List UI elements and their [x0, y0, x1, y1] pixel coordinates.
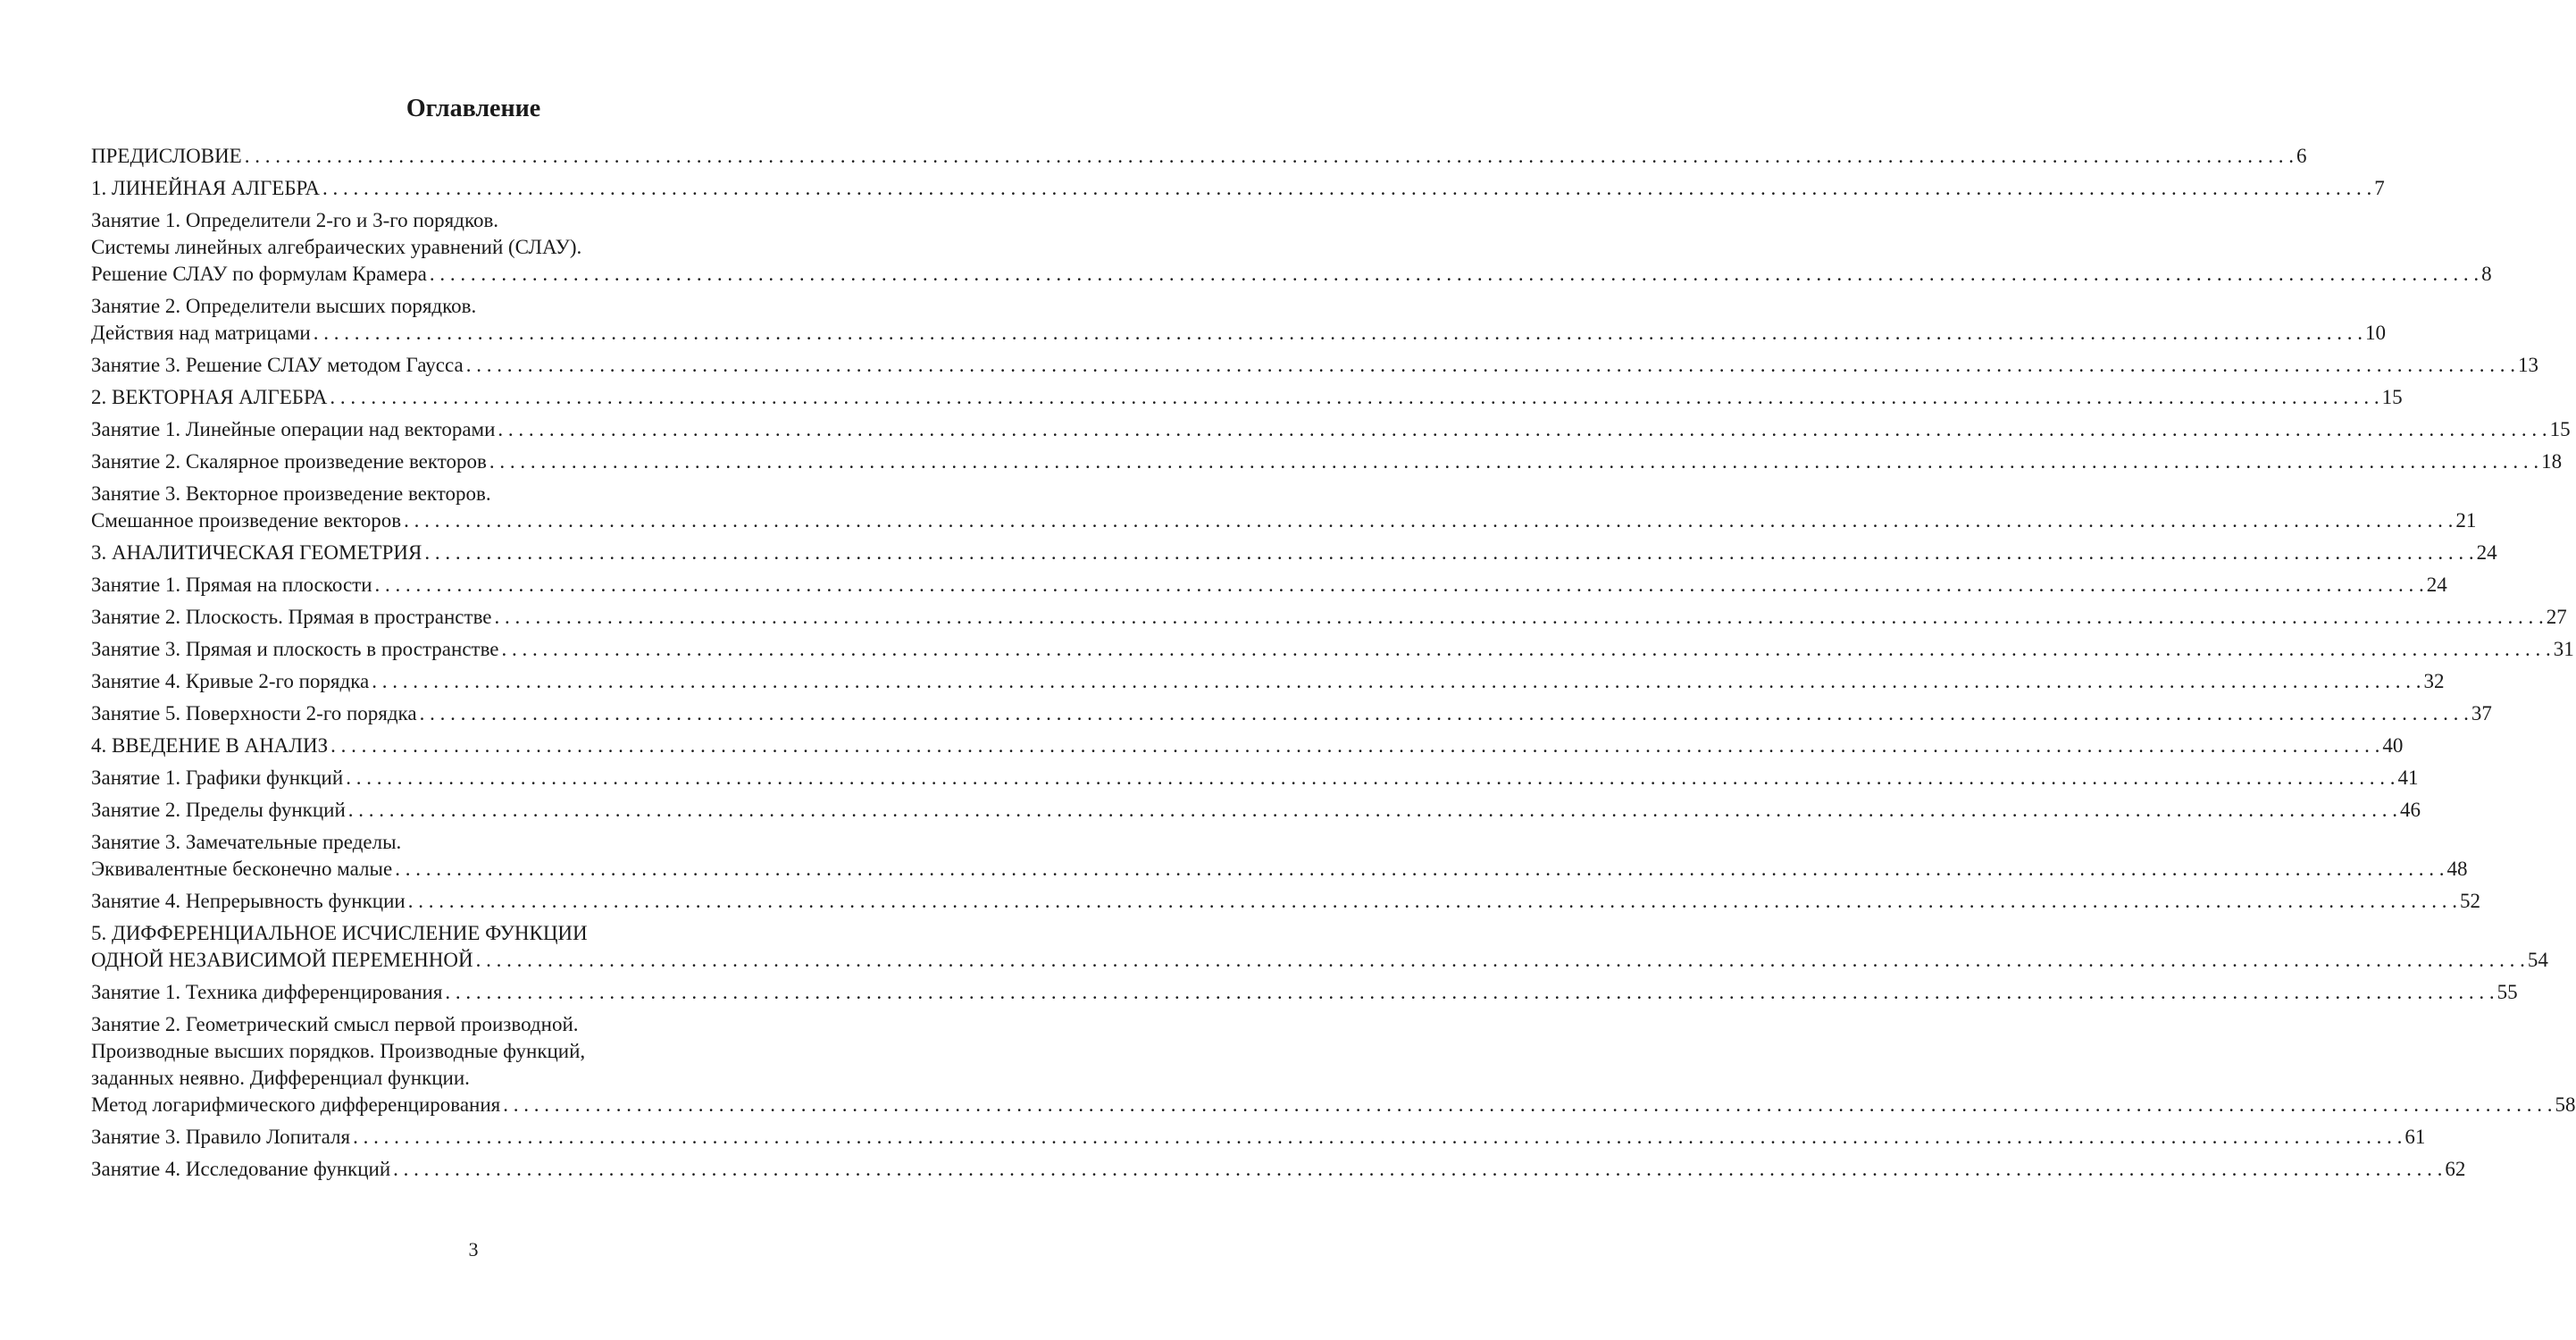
dot-leader: . . . . . . . . . . . . . . . . . . . . . . . . . . . . . . . . . . . . . . . . . . . . . . . . . . . . . . . . . . . . . . . . . . . . . . . . . . . . . . . . . . . . . . . . . . . . . . . . . . . . . . . . . . . . . . . . . . . . . . . . . . . . . . . . . . . . . . . . . . . . . . . . . . . . . . . . . . . . . . . . . . . . . . . . . . . . . . . . . . . . . . . . . . . . . . . . . . . . . . . . [445, 981, 2495, 1003]
toc-entry[interactable] [91, 352, 2538, 379]
toc-entry[interactable] [91, 1124, 2426, 1151]
toc-page-number: 58 [2555, 1093, 2576, 1116]
toc-entry-line [91, 507, 2477, 534]
toc-entry[interactable] [91, 979, 2518, 1006]
toc-page-number: 61 [2405, 1126, 2426, 1148]
toc-entry-text: Занятие 3. Замечательные пределы. [91, 831, 402, 853]
dot-leader: . . . . . . . . . . . . . . . . . . . . . . . . . . . . . . . . . . . . . . . . . . . . . . . . . . . . . . . . . . . . . . . . . . . . . . . . . . . . . . . . . . . . . . . . . . . . . . . . . . . . . . . . . . . . . . . . . . . . . . . . . . . . . . . . . . . . . . . . . . . . . . . . . . . . . . . . . . . . . . . . . . . . . . . . . . . . . . . . . . . . . . . . . . . . . . . . . . . . . . . . [498, 418, 2547, 440]
toc-entry-line [91, 604, 2567, 631]
dot-leader: . . . . . . . . . . . . . . . . . . . . . . . . . . . . . . . . . . . . . . . . . . . . . . . . . . . . . . . . . . . . . . . . . . . . . . . . . . . . . . . . . . . . . . . . . . . . . . . . . . . . . . . . . . . . . . . . . . . . . . . . . . . . . . . . . . . . . . . . . . . . . . . . . . . . . . . . . . . . . . . . . . . . . . . . . . . . . . . . . . . . . . . . . . . . . . . . . . . . . . . . [429, 263, 2480, 285]
toc-page-number: 24 [2426, 574, 2447, 596]
toc-entry-text: ОДНОЙ НЕЗАВИСИМОЙ ПЕРЕМЕННОЙ [91, 949, 473, 971]
toc-entry[interactable] [91, 416, 2571, 443]
dot-leader: . . . . . . . . . . . . . . . . . . . . . . . . . . . . . . . . . . . . . . . . . . . . . . . . . . . . . . . . . . . . . . . . . . . . . . . . . . . . . . . . . . . . . . . . . . . . . . . . . . . . . . . . . . . . . . . . . . . . . . . . . . . . . . . . . . . . . . . . . . . . . . . . . . . . . . . . . . . . . . . . . . . . . . . . . . . . . . . . . . . . . . . . . . . . . . . . . . . . . . . . [353, 1126, 2403, 1148]
toc-entry-text: Производные высших порядков. Производные функций, [91, 1040, 586, 1062]
toc-entry-line [91, 1156, 2466, 1183]
toc-page-number: 21 [2455, 509, 2477, 532]
toc-page-number: 7 [2374, 177, 2385, 199]
toc-entry[interactable] [91, 384, 2403, 411]
dot-leader: . . . . . . . . . . . . . . . . . . . . . . . . . . . . . . . . . . . . . . . . . . . . . . . . . . . . . . . . . . . . . . . . . . . . . . . . . . . . . . . . . . . . . . . . . . . . . . . . . . . . . . . . . . . . . . . . . . . . . . . . . . . . . . . . . . . . . . . . . . . . . . . . . . . . . . . . . . . . . . . . . . . . . . . . . . . . . . . . . . . . . . . . . . . . . . . . . . . . . . . . [395, 858, 2445, 880]
toc-page-number: 15 [2381, 386, 2403, 408]
dot-leader: . . . . . . . . . . . . . . . . . . . . . . . . . . . . . . . . . . . . . . . . . . . . . . . . . . . . . . . . . . . . . . . . . . . . . . . . . . . . . . . . . . . . . . . . . . . . . . . . . . . . . . . . . . . . . . . . . . . . . . . . . . . . . . . . . . . . . . . . . . . . . . . . . . . . . . . . . . . . . . . . . . . . . . . . . . . . . . . . . . . . . . . . . . . . . . . . . . . . . . . . [330, 734, 2380, 757]
toc-entry[interactable] [91, 636, 2574, 663]
toc-entry-text: 3. АНАЛИТИЧЕСКАЯ ГЕОМЕТРИЯ [91, 541, 422, 564]
toc-entry[interactable] [91, 888, 2480, 915]
toc-entry-line [91, 700, 2492, 727]
toc-entry-text: 1. ЛИНЕЙНАЯ АЛГЕБРА [91, 177, 321, 199]
toc-page-number: 62 [2445, 1158, 2466, 1180]
dot-leader: . . . . . . . . . . . . . . . . . . . . . . . . . . . . . . . . . . . . . . . . . . . . . . . . . . . . . . . . . . . . . . . . . . . . . . . . . . . . . . . . . . . . . . . . . . . . . . . . . . . . . . . . . . . . . . . . . . . . . . . . . . . . . . . . . . . . . . . . . . . . . . . . . . . . . . . . . . . . . . . . . . . . . . . . . . . . . . . . . . . . . . . . . . . . . . . . . . . . . . . . [393, 1158, 2443, 1180]
toc-entry-text: Эквивалентные бесконечно малые [91, 858, 393, 880]
toc-entry-line [91, 1124, 2426, 1151]
toc-entry-line [91, 856, 2468, 883]
dot-leader: . . . . . . . . . . . . . . . . . . . . . . . . . . . . . . . . . . . . . . . . . . . . . . . . . . . . . . . . . . . . . . . . . . . . . . . . . . . . . . . . . . . . . . . . . . . . . . . . . . . . . . . . . . . . . . . . . . . . . . . . . . . . . . . . . . . . . . . . . . . . . . . . . . . . . . . . . . . . . . . . . . . . . . . . . . . . . . . . . . . . . . . . . . . . . . . . . . . . . . . . [465, 354, 2515, 376]
toc-entry[interactable] [91, 540, 2497, 566]
toc-entry-line [91, 797, 2421, 824]
toc-entry-text: 5. ДИФФЕРЕНЦИАЛЬНОЕ ИСЧИСЛЕНИЕ ФУНКЦИИ [91, 922, 588, 944]
toc-entry-line [91, 668, 2445, 695]
dot-leader: . . . . . . . . . . . . . . . . . . . . . . . . . . . . . . . . . . . . . . . . . . . . . . . . . . . . . . . . . . . . . . . . . . . . . . . . . . . . . . . . . . . . . . . . . . . . . . . . . . . . . . . . . . . . . . . . . . . . . . . . . . . . . . . . . . . . . . . . . . . . . . . . . . . . . . . . . . . . . . . . . . . . . . . . . . . . . . . . . . . . . . . . . . . . . . . . . . . . . . . . [503, 1093, 2553, 1116]
toc-entry-text: Занятие 1. Графики функций [91, 766, 344, 789]
toc-entry-text: Системы линейных алгебраических уравнений (СЛАУ). [91, 236, 582, 258]
toc-entry-text: Решение СЛАУ по формулам Крамера [91, 263, 427, 285]
toc-page-number: 18 [2541, 450, 2563, 473]
toc-entry-line [91, 175, 2385, 202]
toc-entry[interactable] [91, 1156, 2466, 1183]
toc-page-number: 32 [2423, 670, 2445, 692]
toc-entry-text: Занятие 1. Техника дифференцирования [91, 981, 443, 1003]
toc-entry[interactable] [91, 797, 2421, 824]
toc-page-number: 13 [2517, 354, 2538, 376]
toc-entry[interactable] [91, 604, 2567, 631]
toc-entry-line [91, 1092, 2576, 1118]
toc-page-number: 8 [2481, 263, 2492, 285]
toc-entry[interactable] [91, 829, 2468, 883]
toc-entry-line [91, 888, 2480, 915]
toc-entry[interactable] [91, 207, 2492, 288]
toc-page-number: 55 [2497, 981, 2518, 1003]
dot-leader: . . . . . . . . . . . . . . . . . . . . . . . . . . . . . . . . . . . . . . . . . . . . . . . . . . . . . . . . . . . . . . . . . . . . . . . . . . . . . . . . . . . . . . . . . . . . . . . . . . . . . . . . . . . . . . . . . . . . . . . . . . . . . . . . . . . . . . . . . . . . . . . . . . . . . . . . . . . . . . . . . . . . . . . . . . . . . . . . . . . . . . . . . . . . . . . . . . . . . . . . [313, 322, 2363, 344]
toc-entry-text: заданных неявно. Дифференциал функции. [91, 1067, 470, 1089]
dot-leader: . . . . . . . . . . . . . . . . . . . . . . . . . . . . . . . . . . . . . . . . . . . . . . . . . . . . . . . . . . . . . . . . . . . . . . . . . . . . . . . . . . . . . . . . . . . . . . . . . . . . . . . . . . . . . . . . . . . . . . . . . . . . . . . . . . . . . . . . . . . . . . . . . . . . . . . . . . . . . . . . . . . . . . . . . . . . . . . . . . . . . . . . . . . . . . . . . . . . . . . . [346, 766, 2396, 789]
toc-entry-line [91, 636, 2574, 663]
dot-leader: . . . . . . . . . . . . . . . . . . . . . . . . . . . . . . . . . . . . . . . . . . . . . . . . . . . . . . . . . . . . . . . . . . . . . . . . . . . . . . . . . . . . . . . . . . . . . . . . . . . . . . . . . . . . . . . . . . . . . . . . . . . . . . . . . . . . . . . . . . . . . . . . . . . . . . . . . . . . . . . . . . . . . . . . . . . . . . . . . . . . . . . . . . . . . . . . . . . . . . . . [372, 670, 2421, 692]
table-of-contents [91, 143, 2576, 1183]
dot-leader: . . . . . . . . . . . . . . . . . . . . . . . . . . . . . . . . . . . . . . . . . . . . . . . . . . . . . . . . . . . . . . . . . . . . . . . . . . . . . . . . . . . . . . . . . . . . . . . . . . . . . . . . . . . . . . . . . . . . . . . . . . . . . . . . . . . . . . . . . . . . . . . . . . . . . . . . . . . . . . . . . . . . . . . . . . . . . . . . . . . . . . . . . . . . . . . . . . . . . . . . [407, 890, 2457, 912]
toc-entry[interactable] [91, 1011, 2576, 1118]
toc-page-number: 52 [2459, 890, 2480, 912]
toc-entry-text: Занятие 3. Векторное произведение векторов. [91, 482, 491, 505]
toc-page-number: 24 [2476, 541, 2497, 564]
toc-entry[interactable] [91, 448, 2563, 475]
toc-page-number: 6 [2296, 145, 2307, 167]
toc-page-number: 31 [2553, 638, 2574, 660]
toc-entry-text: Метод логарифмического дифференцирования [91, 1093, 501, 1116]
toc-page-number: 10 [2365, 322, 2386, 344]
dot-leader: . . . . . . . . . . . . . . . . . . . . . . . . . . . . . . . . . . . . . . . . . . . . . . . . . . . . . . . . . . . . . . . . . . . . . . . . . . . . . . . . . . . . . . . . . . . . . . . . . . . . . . . . . . . . . . . . . . . . . . . . . . . . . . . . . . . . . . . . . . . . . . . . . . . . . . . . . . . . . . . . . . . . . . . . . . . . . . . . . . . . . . . . . . . . . . . . . . . . . . . . [419, 702, 2469, 724]
toc-entry-text: Занятие 2. Плоскость. Прямая в пространстве [91, 606, 492, 628]
toc-entry-text: Занятие 5. Поверхности 2-го порядка [91, 702, 417, 724]
toc-entry-text: 4. ВВЕДЕНИЕ В АНАЛИЗ [91, 734, 329, 757]
toc-entry-text: ПРЕДИСЛОВИЕ [91, 145, 242, 167]
toc-entry-line [91, 765, 2419, 791]
toc-entry-line [91, 320, 2386, 347]
toc-page-number: 54 [2527, 949, 2548, 971]
toc-page-number: 46 [2400, 799, 2421, 821]
toc-entry-text: Занятие 3. Решение СЛАУ методом Гаусса [91, 354, 464, 376]
toc-entry-line [91, 947, 2548, 974]
toc-title: Оглавление [406, 95, 541, 122]
toc-entry-line [91, 416, 2571, 443]
toc-entry-text: Занятие 2. Определители высших порядков. [91, 295, 477, 317]
toc-entry-text: Смешанное произведение векторов [91, 509, 402, 532]
toc-entry[interactable] [91, 668, 2445, 695]
dot-leader: . . . . . . . . . . . . . . . . . . . . . . . . . . . . . . . . . . . . . . . . . . . . . . . . . . . . . . . . . . . . . . . . . . . . . . . . . . . . . . . . . . . . . . . . . . . . . . . . . . . . . . . . . . . . . . . . . . . . . . . . . . . . . . . . . . . . . . . . . . . . . . . . . . . . . . . . . . . . . . . . . . . . . . . . . . . . . . . . . . . . . . . . . . . . . . . . . . . . . . . . [244, 145, 2294, 167]
toc-entry[interactable] [91, 572, 2447, 599]
toc-page-number: 41 [2397, 766, 2419, 789]
toc-entry-line [91, 540, 2497, 566]
dot-leader: . . . . . . . . . . . . . . . . . . . . . . . . . . . . . . . . . . . . . . . . . . . . . . . . . . . . . . . . . . . . . . . . . . . . . . . . . . . . . . . . . . . . . . . . . . . . . . . . . . . . . . . . . . . . . . . . . . . . . . . . . . . . . . . . . . . . . . . . . . . . . . . . . . . . . . . . . . . . . . . . . . . . . . . . . . . . . . . . . . . . . . . . . . . . . . . . . . . . . . . . [322, 177, 2372, 199]
toc-entry-text: Занятие 1. Определители 2-го и 3-го порядков. [91, 209, 499, 231]
toc-entry-text: Занятие 3. Прямая и плоскость в пространстве [91, 638, 499, 660]
toc-entry-line [91, 352, 2538, 379]
dot-leader: . . . . . . . . . . . . . . . . . . . . . . . . . . . . . . . . . . . . . . . . . . . . . . . . . . . . . . . . . . . . . . . . . . . . . . . . . . . . . . . . . . . . . . . . . . . . . . . . . . . . . . . . . . . . . . . . . . . . . . . . . . . . . . . . . . . . . . . . . . . . . . . . . . . . . . . . . . . . . . . . . . . . . . . . . . . . . . . . . . . . . . . . . . . . . . . . . . . . . . . . [330, 386, 2379, 408]
toc-entry[interactable] [91, 143, 2307, 170]
toc-entry[interactable] [91, 765, 2419, 791]
toc-page-number: 15 [2549, 418, 2571, 440]
toc-entry-line [91, 261, 2492, 288]
toc-entry-text: Занятие 2. Пределы функций [91, 799, 346, 821]
toc-entry[interactable] [91, 920, 2548, 974]
toc-entry-line [91, 979, 2518, 1006]
dot-leader: . . . . . . . . . . . . . . . . . . . . . . . . . . . . . . . . . . . . . . . . . . . . . . . . . . . . . . . . . . . . . . . . . . . . . . . . . . . . . . . . . . . . . . . . . . . . . . . . . . . . . . . . . . . . . . . . . . . . . . . . . . . . . . . . . . . . . . . . . . . . . . . . . . . . . . . . . . . . . . . . . . . . . . . . . . . . . . . . . . . . . . . . . . . . . . . . . . . . . . . . [404, 509, 2454, 532]
page-number: 3 [468, 1238, 479, 1260]
toc-entry-text: Занятие 4. Кривые 2-го порядка [91, 670, 370, 692]
toc-entry-line [91, 384, 2403, 411]
dot-leader: . . . . . . . . . . . . . . . . . . . . . . . . . . . . . . . . . . . . . . . . . . . . . . . . . . . . . . . . . . . . . . . . . . . . . . . . . . . . . . . . . . . . . . . . . . . . . . . . . . . . . . . . . . . . . . . . . . . . . . . . . . . . . . . . . . . . . . . . . . . . . . . . . . . . . . . . . . . . . . . . . . . . . . . . . . . . . . . . . . . . . . . . . . . . . . . . . . . . . . . . [424, 541, 2474, 564]
toc-entry-line [91, 143, 2307, 170]
toc-entry-text: Занятие 3. Правило Лопиталя [91, 1126, 351, 1148]
toc-entry-text: Занятие 2. Геометрический смысл первой производной. [91, 1013, 579, 1035]
toc-entry-text: 2. ВЕКТОРНАЯ АЛГЕБРА [91, 386, 328, 408]
toc-entry-text: Занятие 1. Прямая на плоскости [91, 574, 372, 596]
toc-entry-text: Занятие 1. Линейные операции над векторами [91, 418, 496, 440]
toc-entry-line [91, 448, 2563, 475]
dot-leader: . . . . . . . . . . . . . . . . . . . . . . . . . . . . . . . . . . . . . . . . . . . . . . . . . . . . . . . . . . . . . . . . . . . . . . . . . . . . . . . . . . . . . . . . . . . . . . . . . . . . . . . . . . . . . . . . . . . . . . . . . . . . . . . . . . . . . . . . . . . . . . . . . . . . . . . . . . . . . . . . . . . . . . . . . . . . . . . . . . . . . . . . . . . . . . . . . . . . . . . . [501, 638, 2551, 660]
toc-entry[interactable] [91, 175, 2385, 202]
toc-entry-text: Занятие 4. Непрерывность функции [91, 890, 406, 912]
dot-leader: . . . . . . . . . . . . . . . . . . . . . . . . . . . . . . . . . . . . . . . . . . . . . . . . . . . . . . . . . . . . . . . . . . . . . . . . . . . . . . . . . . . . . . . . . . . . . . . . . . . . . . . . . . . . . . . . . . . . . . . . . . . . . . . . . . . . . . . . . . . . . . . . . . . . . . . . . . . . . . . . . . . . . . . . . . . . . . . . . . . . . . . . . . . . . . . . . . . . . . . . [374, 574, 2424, 596]
toc-page-number: 48 [2446, 858, 2468, 880]
dot-leader: . . . . . . . . . . . . . . . . . . . . . . . . . . . . . . . . . . . . . . . . . . . . . . . . . . . . . . . . . . . . . . . . . . . . . . . . . . . . . . . . . . . . . . . . . . . . . . . . . . . . . . . . . . . . . . . . . . . . . . . . . . . . . . . . . . . . . . . . . . . . . . . . . . . . . . . . . . . . . . . . . . . . . . . . . . . . . . . . . . . . . . . . . . . . . . . . . . . . . . . . [475, 949, 2525, 971]
toc-entry-line [91, 733, 2404, 759]
dot-leader: . . . . . . . . . . . . . . . . . . . . . . . . . . . . . . . . . . . . . . . . . . . . . . . . . . . . . . . . . . . . . . . . . . . . . . . . . . . . . . . . . . . . . . . . . . . . . . . . . . . . . . . . . . . . . . . . . . . . . . . . . . . . . . . . . . . . . . . . . . . . . . . . . . . . . . . . . . . . . . . . . . . . . . . . . . . . . . . . . . . . . . . . . . . . . . . . . . . . . . . . [489, 450, 2539, 473]
toc-page-number: 27 [2546, 606, 2567, 628]
toc-entry-text: Действия над матрицами [91, 322, 311, 344]
toc-entry[interactable] [91, 733, 2404, 759]
toc-page-number: 37 [2471, 702, 2492, 724]
toc-entry-line [91, 572, 2447, 599]
dot-leader: . . . . . . . . . . . . . . . . . . . . . . . . . . . . . . . . . . . . . . . . . . . . . . . . . . . . . . . . . . . . . . . . . . . . . . . . . . . . . . . . . . . . . . . . . . . . . . . . . . . . . . . . . . . . . . . . . . . . . . . . . . . . . . . . . . . . . . . . . . . . . . . . . . . . . . . . . . . . . . . . . . . . . . . . . . . . . . . . . . . . . . . . . . . . . . . . . . . . . . . . [347, 799, 2398, 821]
toc-page-number: 40 [2382, 734, 2404, 757]
toc-entry[interactable] [91, 481, 2477, 534]
toc-entry-text: Занятие 2. Скалярное произведение векторов [91, 450, 487, 473]
toc-entry[interactable] [91, 293, 2386, 347]
toc-entry-text: Занятие 4. Исследование функций [91, 1158, 391, 1180]
toc-entry[interactable] [91, 700, 2492, 727]
dot-leader: . . . . . . . . . . . . . . . . . . . . . . . . . . . . . . . . . . . . . . . . . . . . . . . . . . . . . . . . . . . . . . . . . . . . . . . . . . . . . . . . . . . . . . . . . . . . . . . . . . . . . . . . . . . . . . . . . . . . . . . . . . . . . . . . . . . . . . . . . . . . . . . . . . . . . . . . . . . . . . . . . . . . . . . . . . . . . . . . . . . . . . . . . . . . . . . . . . . . . . . . [494, 606, 2544, 628]
